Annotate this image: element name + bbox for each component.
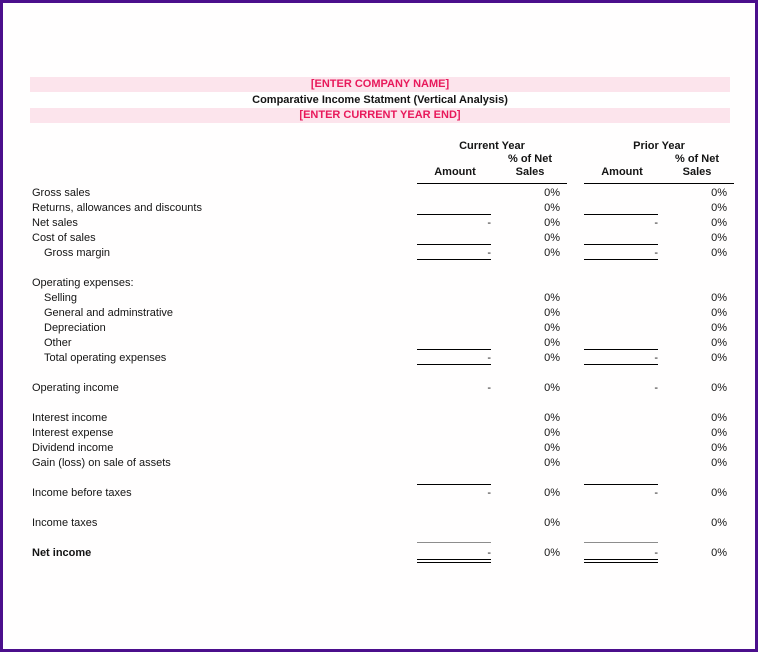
table-row[interactable] (3, 321, 758, 336)
current-year-amount-cell[interactable]: - (487, 487, 491, 499)
prior-year-amount-cell[interactable]: - (654, 547, 658, 559)
column-rule (417, 559, 491, 563)
current-amount-label: Amount (434, 166, 476, 178)
header-spacer (584, 153, 660, 165)
period-end-placeholder[interactable]: [ENTER CURRENT YEAR END] (30, 108, 730, 123)
statement-subtitle: Comparative Income Statment (Vertical Analysis) (30, 92, 730, 108)
current-year-percent-cell[interactable]: 0% (544, 442, 560, 454)
prior-year-percent-cell[interactable]: 0% (711, 217, 727, 229)
current-year-percent-cell[interactable]: 0% (544, 457, 560, 469)
prior-year-percent-cell[interactable]: 0% (711, 517, 727, 529)
column-rule (417, 484, 491, 485)
table-row[interactable] (3, 426, 758, 441)
current-year-percent-cell[interactable]: 0% (544, 187, 560, 199)
prior-year-percent-cell[interactable]: 0% (711, 547, 727, 559)
column-rule (584, 559, 658, 563)
column-rule (584, 364, 658, 365)
row-label: Gain (loss) on sale of assets (32, 457, 171, 469)
current-year-percent-cell[interactable]: 0% (544, 382, 560, 394)
prior-year-header-rule (584, 183, 734, 184)
table-row[interactable] (3, 486, 758, 501)
row-label: Gross margin (44, 247, 111, 259)
current-year-percent-cell[interactable]: 0% (544, 352, 560, 364)
row-label: Operating expenses: (32, 277, 134, 289)
prior-year-amount-cell[interactable]: - (654, 247, 658, 259)
prior-amount-label: Amount (601, 166, 643, 178)
prior-year-percent-cell[interactable]: 0% (711, 307, 727, 319)
current-year-amount-cell[interactable]: - (487, 382, 491, 394)
row-label: Returns, allowances and discounts (32, 202, 202, 214)
table-row[interactable] (3, 516, 758, 531)
current-year-column-header (417, 139, 567, 179)
prior-year-percent-cell[interactable]: 0% (711, 457, 727, 469)
prior-year-percent-cell[interactable]: 0% (711, 337, 727, 349)
header-spacer (417, 153, 493, 165)
prior-year-percent-cell[interactable]: 0% (711, 202, 727, 214)
table-row[interactable] (3, 456, 758, 471)
prior-pct-label-line1: % of Net (675, 153, 719, 165)
column-rule (584, 484, 658, 485)
current-year-percent-cell[interactable]: 0% (544, 337, 560, 349)
row-label: Dividend income (32, 442, 114, 454)
row-label: Total operating expenses (44, 352, 167, 364)
row-label: General and adminstrative (44, 307, 174, 319)
prior-year-percent-cell[interactable]: 0% (711, 292, 727, 304)
prior-year-percent-cell[interactable]: 0% (711, 187, 727, 199)
column-rule (584, 542, 658, 543)
column-rule (417, 364, 491, 365)
row-label: Depreciation (44, 322, 106, 334)
prior-year-percent-cell[interactable]: 0% (711, 352, 727, 364)
current-year-percent-cell[interactable]: 0% (544, 307, 560, 319)
column-rule (584, 214, 658, 215)
column-rule (417, 214, 491, 215)
prior-year-percent-cell[interactable]: 0% (711, 487, 727, 499)
prior-year-amount-cell[interactable]: - (654, 217, 658, 229)
row-label: Net income (32, 547, 92, 559)
current-pct-label-line2: Sales (515, 166, 545, 178)
current-year-amount-cell[interactable]: - (487, 247, 491, 259)
table-row[interactable] (3, 381, 758, 396)
current-year-header-rule (417, 183, 567, 184)
spreadsheet-canvas (3, 3, 755, 649)
table-row[interactable] (3, 411, 758, 426)
table-row[interactable] (3, 186, 758, 201)
row-label: Other (44, 337, 72, 349)
current-year-percent-cell[interactable]: 0% (544, 322, 560, 334)
prior-year-percent-cell[interactable]: 0% (711, 247, 727, 259)
prior-year-percent-cell[interactable]: 0% (711, 382, 727, 394)
prior-year-column-header (584, 139, 734, 179)
current-year-percent-cell[interactable]: 0% (544, 547, 560, 559)
prior-year-amount-cell[interactable]: - (654, 382, 658, 394)
column-rule (417, 259, 491, 260)
column-rule (584, 244, 658, 245)
company-name-placeholder[interactable]: [ENTER COMPANY NAME] (30, 77, 730, 92)
current-year-percent-cell[interactable]: 0% (544, 217, 560, 229)
prior-year-percent-cell[interactable]: 0% (711, 427, 727, 439)
prior-year-group-label: Prior Year (633, 140, 685, 152)
current-year-percent-cell[interactable]: 0% (544, 487, 560, 499)
current-year-percent-cell[interactable]: 0% (544, 427, 560, 439)
table-row[interactable] (3, 306, 758, 321)
prior-year-amount-cell[interactable]: - (654, 487, 658, 499)
column-rule (417, 244, 491, 245)
current-year-percent-cell[interactable]: 0% (544, 517, 560, 529)
column-rule (417, 542, 491, 543)
row-label: Gross sales (32, 187, 91, 199)
row-label: Operating income (32, 382, 119, 394)
prior-year-amount-cell[interactable]: - (654, 352, 658, 364)
prior-year-percent-cell[interactable]: 0% (711, 412, 727, 424)
current-year-amount-cell[interactable]: - (487, 352, 491, 364)
prior-pct-label-line2: Sales (682, 166, 712, 178)
current-year-percent-cell[interactable]: 0% (544, 292, 560, 304)
prior-year-percent-cell[interactable]: 0% (711, 442, 727, 454)
row-label: Interest expense (32, 427, 114, 439)
row-label: Interest income (32, 412, 108, 424)
current-year-amount-cell[interactable]: - (487, 217, 491, 229)
statement-title-block (30, 77, 730, 123)
table-row[interactable] (3, 276, 758, 291)
current-year-percent-cell[interactable]: 0% (544, 412, 560, 424)
column-rule (584, 259, 658, 260)
current-year-amount-cell[interactable]: - (487, 547, 491, 559)
row-label: Income before taxes (32, 487, 132, 499)
current-pct-label-line1: % of Net (508, 153, 552, 165)
current-year-percent-cell[interactable]: 0% (544, 247, 560, 259)
current-year-percent-cell[interactable]: 0% (544, 232, 560, 244)
column-rule (417, 349, 491, 350)
current-year-percent-cell[interactable]: 0% (544, 202, 560, 214)
table-row[interactable] (3, 216, 758, 231)
row-label: Income taxes (32, 517, 98, 529)
row-label: Cost of sales (32, 232, 96, 244)
row-label: Net sales (32, 217, 78, 229)
row-label: Selling (44, 292, 78, 304)
prior-year-percent-cell[interactable]: 0% (711, 322, 727, 334)
table-row[interactable] (3, 441, 758, 456)
column-rule (584, 349, 658, 350)
table-row[interactable] (3, 291, 758, 306)
prior-year-percent-cell[interactable]: 0% (711, 232, 727, 244)
current-year-group-label: Current Year (459, 140, 525, 152)
